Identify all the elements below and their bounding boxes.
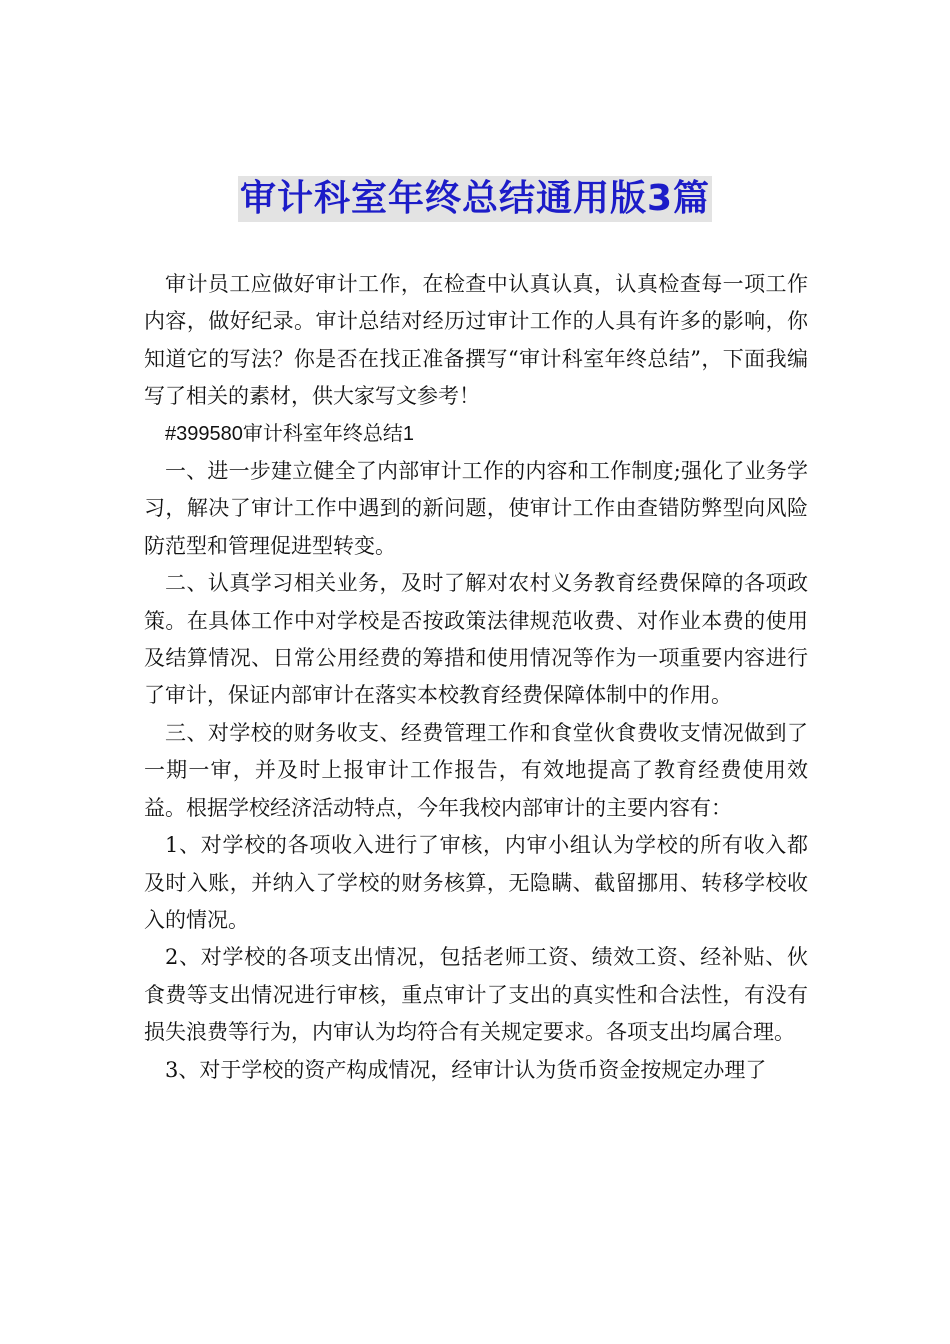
body-paragraph: 一、进一步建立健全了内部审计工作的内容和工作制度;强化了业务学习，解决了审计工作中遇到的新问题，使审计工作由查错防弊型向风险防范型和管理促进型转变。 <box>144 459 808 558</box>
document-title: 审计科室年终总结通用版3篇 <box>238 176 712 222</box>
body-paragraph: 二、认真学习相关业务，及时了解对农村义务教育经费保障的各项政策。在具体工作中对学校是否按政策法律规范收费、对作业本费的使用及结算情况、日常公用经费的筹措和使用情况等作为一项重要内容进行了审计，保证内部审计在落实本校教育经费保障体制中的作用。 <box>144 571 808 708</box>
list-paragraph: 2、对学校的各项支出情况，包括老师工资、绩效工资、经补贴、伙食费等支出情况进行审核，重点审计了支出的真实性和合法性，有没有损失浪费等行为，内审认为均符合有关规定要求。各项支出均属合理。 <box>144 945 808 1045</box>
intro-paragraph: 审计员工应做好审计工作，在检查中认真认真，认真检查每一项工作内容，做好纪录。审计总结对经历过审计工作的人具有许多的影响，你知道它的写法？你是否在找正准备撰写“审计科室年终总结”，下面我编写了相关的素材，供大家写文参考！ <box>144 272 808 409</box>
list-paragraph: 1、对学校的各项收入进行了审核，内审小组认为学校的所有收入都及时入账，并纳入了学校的财务核算，无隐瞒、截留挪用、转移学校收入的情况。 <box>144 833 808 932</box>
section-heading: #399580审计科室年终总结1 <box>165 422 414 445</box>
document-body <box>144 266 808 1089</box>
body-paragraph: 三、对学校的财务收支、经费管理工作和食堂伙食费收支情况做到了一期一审，并及时上报审计工作报告，有效地提高了教育经费使用效益。根据学校经济活动特点，今年我校内部审计的主要内容有： <box>144 720 808 820</box>
title-container <box>0 176 950 222</box>
list-paragraph: 3、对于学校的资产构成情况，经审计认为货币资金按规定办理了 <box>165 1057 767 1082</box>
